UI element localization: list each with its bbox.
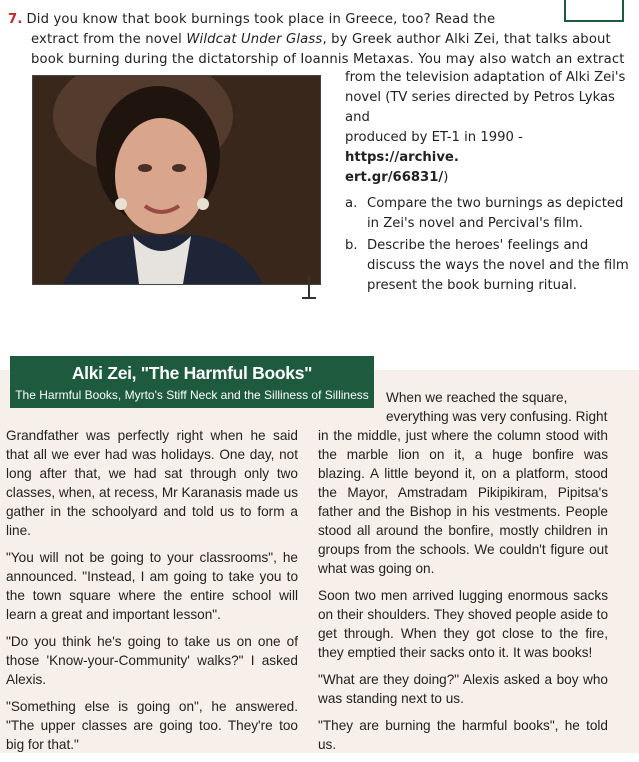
archive-link[interactable]: https://archive.: [345, 150, 459, 165]
task-line-2a: extract from the novel: [31, 32, 187, 47]
right-paragraph: Soon two men arrived lugging enormous sacks on their shoulders. They shoved people aside to get through. When they got close to the fire, they emptied their sacks onto it. It was books!: [318, 588, 608, 660]
archive-link-cont[interactable]: ert.gr/66831/: [345, 170, 444, 185]
side-line-2: novel (TV series directed by Petros Lykas and: [345, 90, 615, 125]
question-b-label: b.: [345, 238, 358, 253]
question-b-text: Describe the heroes' feelings and discuss the ways the novel and the film present the book burning ritual.: [367, 238, 629, 293]
question-a-text: Compare the two burnings as depicted in Zei's novel and Percival's film.: [367, 196, 624, 231]
task-line-1: Did you know that book burnings took place in Greece, too? Read the: [26, 12, 496, 27]
task-number: 7.: [8, 12, 23, 27]
extract-left-column: [6, 426, 298, 762]
question-a: [345, 194, 631, 234]
novel-title: Wildcat Under Glass: [186, 32, 323, 47]
task-line-3: book burning during the dictatorship of Ioannis Metaxas. You may also watch an extract: [31, 52, 625, 67]
right-paragraph: in the middle, just where the column stood with the marble lion on it, a huge bonfire was blazing. A little beyond it, on a platform, stood the Mayor, Amstradam Pikipikiram, Pipitsa's father and the Bishop in his vestments. People stood all around the bonfire, mostly children in groups from the schools. We couldn't figure out what was going on.: [318, 428, 608, 576]
down-arrow-icon: [302, 276, 316, 302]
task-intro: [8, 10, 630, 70]
task-side-text: [345, 68, 631, 296]
side-line-1: from the television adaptation of Alki Zei's: [345, 70, 626, 85]
right-line-2: everything was very confusing. Right: [386, 409, 608, 424]
extract-right-column: [318, 388, 608, 762]
question-a-label: a.: [345, 196, 358, 211]
side-line-3: produced by ET-1 in 1990 -: [345, 130, 523, 145]
left-paragraph: "Something else is going on", he answered. "The upper classes are going too. They're too big for that.": [6, 699, 298, 752]
right-paragraph: "What are they doing?" Alexis asked a boy who was standing next to us.: [318, 672, 608, 706]
extract-title: Alki Zei, "The Harmful Books": [71, 363, 313, 383]
author-photo: [32, 75, 321, 285]
question-b: [345, 236, 631, 296]
right-line-1: When we reached the square,: [386, 390, 568, 405]
extract-subtitle: The Harmful Books, Myrto's Stiff Neck and the Silliness of Silliness: [15, 388, 369, 402]
left-paragraph: "Do you think he's going to take us on one of those 'Know-your-Community' walks?" I asked Alexis.: [6, 634, 298, 687]
task-line-2b: , by Greek author Alki Zei, that talks about: [322, 32, 611, 47]
left-paragraph: "You will not be going to your classrooms", he announced. "Instead, I am going to take you to the town square where the entire school will learn a great and important lesson".: [6, 550, 298, 622]
left-paragraph: Grandfather was perfectly right when he said that all we ever had was holidays. One day, not long after that, we had sat through only two classes, when, at recess, Mr Karanasis made us gather in the schoolyard and told us to form a line.: [6, 428, 298, 538]
right-paragraph: "They are burning the harmful books", he told us.: [318, 718, 608, 752]
side-close-paren: ): [443, 170, 449, 185]
